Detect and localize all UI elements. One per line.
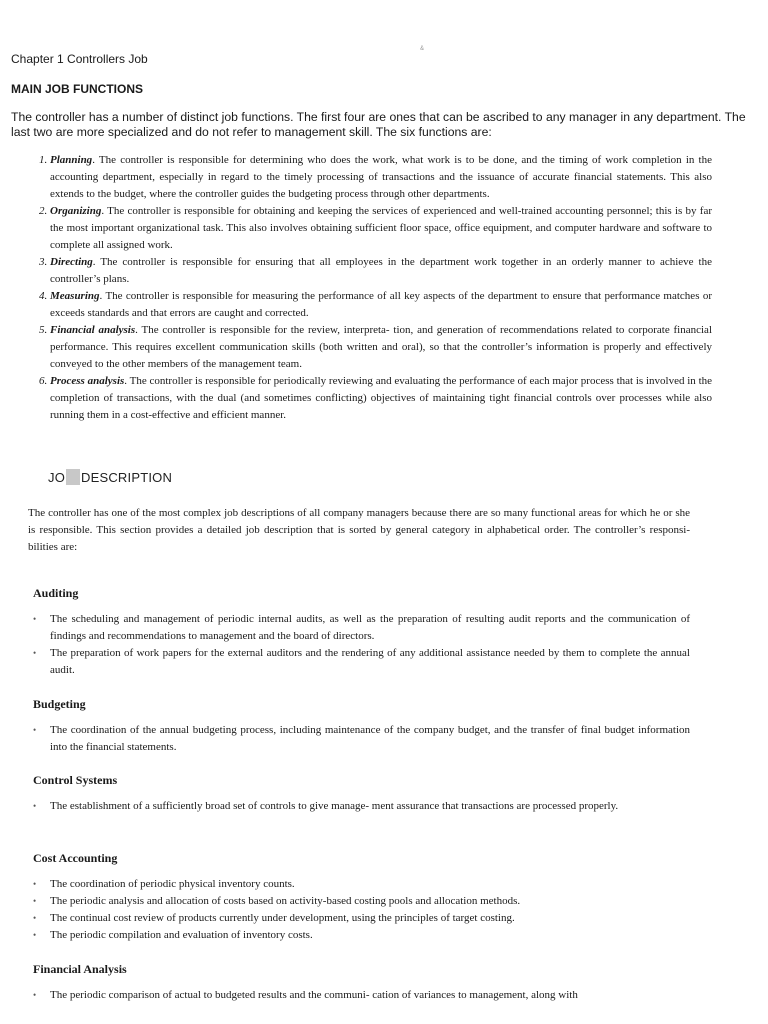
function-term: Process analysis xyxy=(50,375,125,387)
main-heading: MAIN JOB FUNCTIONS xyxy=(11,82,143,96)
bullet-icon: • xyxy=(33,930,37,940)
list-item xyxy=(50,373,712,424)
list-item xyxy=(50,322,712,373)
function-term: Directing xyxy=(50,256,93,268)
job-functions-list xyxy=(28,152,712,424)
item-text: The continual cost review of products currently under development, using the principles of target costing. xyxy=(50,912,515,924)
list-item xyxy=(33,645,690,679)
heading-end: DESCRIPTION xyxy=(81,470,173,485)
section-auditing xyxy=(33,586,690,679)
bullet-icon: • xyxy=(33,648,37,658)
bullet-icon: • xyxy=(33,879,37,889)
section-financial-analysis xyxy=(33,962,690,1004)
bullet-icon: • xyxy=(33,725,37,735)
section-budgeting xyxy=(33,697,690,756)
function-term: Planning xyxy=(50,154,93,166)
list-item xyxy=(33,722,690,756)
list-item xyxy=(50,254,712,288)
job-description-paragraph: The controller has one of the most complex job descriptions of all company managers because there are so many functional areas for which he or she is responsible. This section provides a detailed job description that is sorted by general category in alphabetical order. The controller’s responsi- bilities are: xyxy=(28,507,690,553)
function-text: . The controller is responsible for obtaining and keeping the services of experienced and well-trained accounting personnel; this is by far the most important organizational task. This also involves obtaining sufficient floor space, office equipment, and computer hardware and software to complete all assigned work. xyxy=(50,205,712,251)
item-text: The periodic compilation and evaluation of inventory costs. xyxy=(50,929,313,941)
bullet-icon: • xyxy=(33,913,37,923)
chapter-title: Chapter 1 Controllers Job xyxy=(11,52,148,66)
function-term: Measuring xyxy=(50,290,100,302)
list-item xyxy=(50,288,712,322)
smudge-mark xyxy=(66,469,80,485)
bullet-icon: • xyxy=(33,896,37,906)
item-text: The coordination of periodic physical inventory counts. xyxy=(50,878,295,890)
item-text: The scheduling and management of periodic internal audits, as well as the preparation of resulting audit reports and the communication of findings and recommendations to management and the board of directors. xyxy=(50,613,690,642)
page-mark: & xyxy=(420,46,425,52)
list-item xyxy=(33,611,690,645)
list-item xyxy=(33,893,690,910)
function-term: Organizing xyxy=(50,205,102,217)
list-item xyxy=(33,927,690,944)
section-title: Cost Accounting xyxy=(33,851,118,865)
function-text: . The controller is responsible for measuring the performance of all key aspects of the department to ensure that performance matches or exceeds standards and that errors are caught and corrected. xyxy=(50,290,712,319)
bullet-list xyxy=(33,611,690,679)
function-text: . The controller is responsible for the review, interpreta- tion, and generation of recommendations related to corporate financial performance. This requires excellent communication skills (both written and oral), so that the controller’s information is properly and effectively conveyed to the other members of the management team. xyxy=(50,324,712,370)
item-text: The coordination of the annual budgeting process, including maintenance of the company budget, and the transfer of final budget information into the financial statements. xyxy=(50,724,690,753)
item-text: The preparation of work papers for the external auditors and the rendering of any additional assistance needed by them to complete the annual audit. xyxy=(50,647,690,676)
section-title: Financial Analysis xyxy=(33,962,127,976)
bullet-list xyxy=(33,798,690,815)
item-text: The periodic analysis and allocation of costs based on activity-based costing pools and allocation methods. xyxy=(50,895,521,907)
list-item xyxy=(33,798,690,815)
section-control-systems xyxy=(33,773,690,815)
item-text: The periodic comparison of actual to budgeted results and the communi- cation of variances to management, along with xyxy=(50,989,578,1001)
function-text: . The controller is responsible for determining who does the work, what work is to be done, and the timing of work completion in the accounting department, especially in regard to the timely processing of transactions and the issuance of accurate financial statements. This also extends to the budget, where the controller guides the budgeting process through other departments. xyxy=(50,154,712,200)
section-title: Budgeting xyxy=(33,697,86,711)
list-item xyxy=(33,910,690,927)
list-item xyxy=(50,203,712,254)
bullet-icon: • xyxy=(33,614,37,624)
intro-paragraph: The controller has a number of distinct job functions. The first four are ones that can be ascribed to any manager in any department. The last two are more specialized and do not refer to management skill. The six functions are: xyxy=(11,110,746,139)
item-text: The establishment of a sufficiently broad set of controls to give manage- ment assurance that transactions are processed properly. xyxy=(50,800,619,812)
section-cost-accounting xyxy=(33,851,690,944)
heading-start: JO xyxy=(48,470,66,485)
bullet-list xyxy=(33,722,690,756)
bullet-list xyxy=(33,987,690,1004)
bullet-icon: • xyxy=(33,801,37,811)
function-text: . The controller is responsible for ensuring that all employees in the department work together in an orderly manner to achieve the controller’s plans. xyxy=(50,256,712,285)
function-text: . The controller is responsible for periodically reviewing and evaluating the performance of each major process that is involved in the completion of transactions, with the dual (and sometimes conflicting) objectives of maintaining tight financial controls over processes while also running them in a cost-effective and efficient manner. xyxy=(50,375,713,421)
function-term: Financial analysis xyxy=(50,324,136,336)
section-title: Auditing xyxy=(33,586,79,600)
job-description-heading xyxy=(48,469,172,485)
bullet-list xyxy=(33,876,690,944)
list-item xyxy=(50,152,712,203)
bullet-icon: • xyxy=(33,990,37,1000)
list-item xyxy=(33,987,690,1004)
section-title: Control Systems xyxy=(33,773,118,787)
list-item xyxy=(33,876,690,893)
